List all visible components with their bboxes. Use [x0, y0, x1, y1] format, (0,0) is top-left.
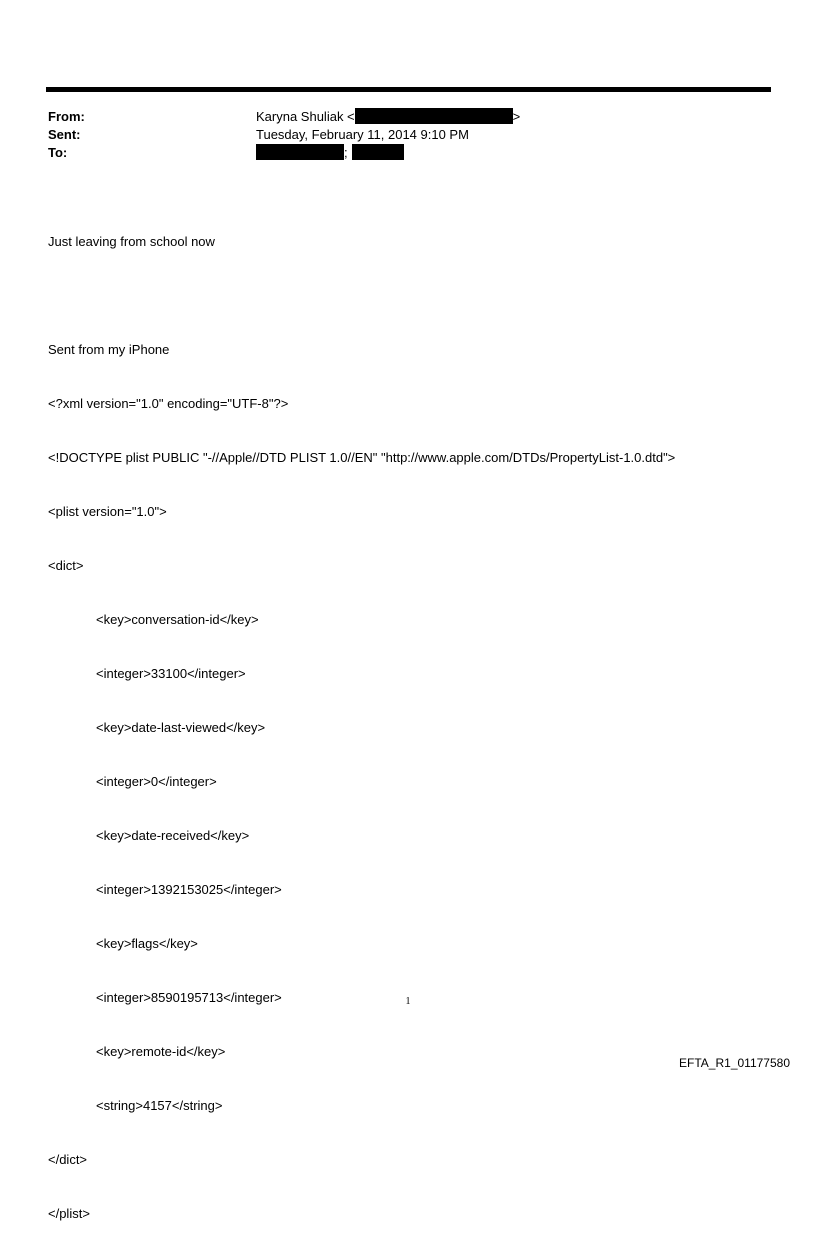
xml-line: </dict>: [48, 1152, 88, 1167]
xml-line: <integer>0</integer>: [96, 774, 217, 789]
xml-line: <integer>8590195713</integer>: [96, 990, 282, 1005]
sent-label: Sent:: [48, 127, 81, 142]
xml-line: <dict>: [48, 558, 84, 573]
page-number: 1: [405, 996, 411, 1007]
signature-line: Sent from my iPhone: [48, 342, 170, 357]
redaction-box: [355, 108, 513, 124]
xml-line: <key>date-last-viewed</key>: [96, 720, 266, 735]
xml-line: <key>date-received</key>: [96, 828, 250, 843]
xml-line: <plist version="1.0">: [48, 504, 167, 519]
redaction-box: [352, 144, 404, 160]
from-name: Karyna Shuliak <: [256, 109, 355, 124]
from-label: From:: [48, 109, 85, 124]
sent-value: Tuesday, February 11, 2014 9:10 PM: [256, 127, 469, 142]
message-line: Just leaving from school now: [48, 234, 215, 249]
xml-line: <string>4157</string>: [96, 1098, 223, 1113]
from-close: >: [512, 109, 521, 124]
header-rule: [46, 87, 771, 92]
to-value: [256, 144, 404, 162]
xml-line: <key>conversation-id</key>: [96, 612, 259, 627]
xml-line: <key>remote-id</key>: [96, 1044, 226, 1059]
xml-line: <integer>33100</integer>: [96, 666, 246, 681]
xml-line: <key>flags</key>: [96, 936, 198, 951]
redaction-box: [256, 144, 344, 160]
email-body: [48, 197, 675, 1241]
from-value: [256, 108, 520, 126]
xml-line: <?xml version="1.0" encoding="UTF-8"?>: [48, 396, 289, 411]
xml-line: <!DOCTYPE plist PUBLIC "-//Apple//DTD PLIST 1.0//EN" "http://www.apple.com/DTDs/PropertyList-1.0.dtd">: [48, 450, 676, 465]
xml-line: <integer>1392153025</integer>: [96, 882, 282, 897]
document-id: EFTA_R1_01177580: [679, 1056, 790, 1070]
xml-line: </plist>: [48, 1206, 90, 1221]
to-separator: ;: [344, 145, 348, 160]
to-label: To:: [48, 145, 68, 160]
